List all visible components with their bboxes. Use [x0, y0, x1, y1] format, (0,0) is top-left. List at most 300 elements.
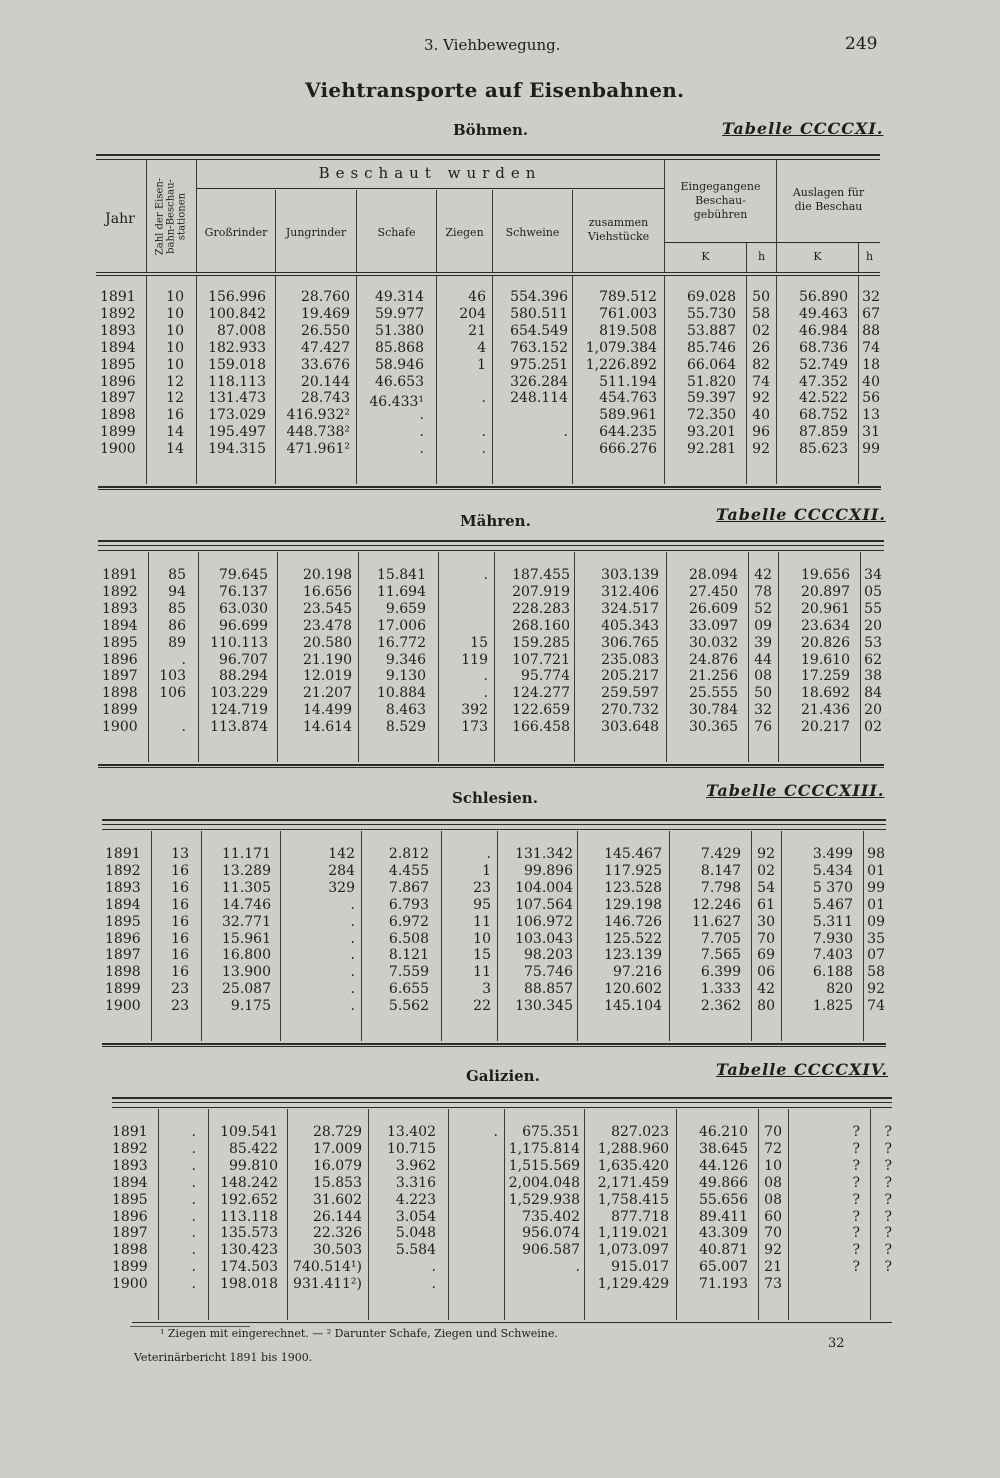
- cell-aus-k: ?: [852, 1174, 860, 1191]
- cell-years: 1900: [102, 719, 138, 736]
- cell-geb-h: 08: [764, 1191, 782, 1208]
- cell-years: 1896: [100, 373, 136, 390]
- cell-geb-k: 11.627: [692, 913, 741, 930]
- table-label-cccxiii: Tabelle CCCCXIII.: [706, 781, 885, 800]
- cell-aus-h: ?: [884, 1242, 892, 1259]
- cell-geb-h: 09: [754, 617, 772, 634]
- cell-grossrinder: 103.229: [210, 685, 268, 702]
- table-bottom-rule: [98, 486, 881, 488]
- cell-jungrinder: 448.738²: [286, 424, 350, 441]
- cell-schafe: 16.772: [377, 634, 426, 651]
- table-top-rule: [98, 550, 884, 551]
- cell-stationen: 12: [166, 390, 184, 407]
- cell-ziegen: 15: [473, 947, 491, 964]
- column-divider: [356, 276, 357, 484]
- cell-years: 1897: [100, 390, 136, 407]
- cell-geb-k: 49.866: [699, 1174, 748, 1191]
- cell-geb-k: 93.201: [687, 424, 736, 441]
- cell-stationen: .: [181, 719, 186, 736]
- cell-geb-h: 92: [764, 1242, 782, 1259]
- cell-schafe: 51.380: [375, 322, 424, 339]
- cell-geb-h: 50: [754, 685, 772, 702]
- cell-geb-h: 42: [757, 981, 775, 998]
- cell-aus-h: 62: [864, 651, 882, 668]
- cell-aus-k: ?: [852, 1242, 860, 1259]
- column-divider: [358, 552, 359, 762]
- cell-years: 1897: [112, 1225, 148, 1242]
- cell-zusammen: 1,119.021: [597, 1225, 669, 1242]
- cell-geb-k: 51.820: [687, 373, 736, 390]
- cell-grossrinder: 192.652: [220, 1191, 278, 1208]
- cell-schweine: 1,175.814: [508, 1140, 580, 1157]
- cell-geb-k: 8.147: [700, 862, 741, 879]
- cell-jungrinder: .: [350, 896, 355, 913]
- cell-schafe: 3.316: [395, 1174, 436, 1191]
- column-divider: [497, 831, 498, 1041]
- table-bottom-rule: [132, 1322, 892, 1323]
- cell-zusammen: 117.925: [604, 862, 662, 879]
- cell-jungrinder: 284: [328, 862, 355, 879]
- cell-schafe: 8.121: [388, 947, 429, 964]
- cell-jungrinder: 28.743: [301, 390, 350, 407]
- cell-aus-k: 56.890: [799, 289, 848, 305]
- cell-years: 1892: [105, 862, 141, 879]
- cell-grossrinder: 124.719: [210, 702, 268, 719]
- table-bottom-rule: [102, 1046, 886, 1047]
- cell-stationen: 14: [166, 424, 184, 441]
- cell-geb-h: 70: [764, 1225, 782, 1242]
- cell-geb-k: 55.730: [687, 305, 736, 322]
- cell-geb-k: 72.350: [687, 407, 736, 424]
- cell-aus-k: 5.467: [812, 896, 853, 913]
- cell-aus-h: 40: [862, 373, 880, 390]
- cell-aus-h: 92: [867, 981, 885, 998]
- cell-years: 1898: [100, 407, 136, 424]
- column-divider: [788, 1109, 789, 1320]
- table-top-rule: [102, 824, 886, 825]
- cell-years: 1899: [100, 424, 136, 441]
- table-top-rule: [98, 545, 884, 546]
- table-bottom-rule: [98, 767, 884, 768]
- cell-aus-h: 07: [867, 947, 885, 964]
- header-bottom-rule: [96, 275, 880, 276]
- cell-jungrinder: .: [350, 998, 355, 1015]
- cell-grossrinder: 9.175: [230, 998, 271, 1015]
- cell-years: 1899: [105, 981, 141, 998]
- cell-grossrinder: 131.473: [208, 390, 266, 407]
- cell-years: 1895: [112, 1191, 148, 1208]
- cell-grossrinder: 15.961: [222, 930, 271, 947]
- cell-schafe: .: [419, 407, 424, 424]
- cell-schafe: .: [431, 1276, 436, 1293]
- cell-grossrinder: 25.087: [222, 981, 271, 998]
- cell-aus-h: ?: [884, 1157, 892, 1174]
- column-divider: [758, 1109, 759, 1320]
- cell-schafe: 58.946: [375, 356, 424, 373]
- cell-grossrinder: 96.707: [219, 651, 268, 668]
- cell-ziegen: 15: [470, 634, 488, 651]
- cell-schafe: .: [419, 441, 424, 458]
- cell-geb-k: 12.246: [692, 896, 741, 913]
- cell-stationen: 10: [166, 305, 184, 322]
- cell-stationen: .: [191, 1225, 196, 1242]
- table-top-rule: [102, 829, 886, 830]
- column-divider: [368, 1109, 369, 1320]
- cell-stationen: 16: [171, 947, 189, 964]
- cell-schweine: 124.277: [512, 685, 570, 702]
- header-gebuehren: [665, 180, 776, 222]
- cell-zusammen: 125.522: [604, 930, 662, 947]
- cell-years: 1900: [100, 441, 136, 458]
- cell-geb-k: 46.210: [699, 1124, 748, 1140]
- cell-schweine: 75.746: [524, 964, 573, 981]
- cell-aus-k: 87.859: [799, 424, 848, 441]
- cell-schweine: 763.152: [510, 339, 568, 356]
- cell-schweine: 159.285: [512, 634, 570, 651]
- cell-years: 1891: [112, 1124, 148, 1140]
- cell-schweine: 228.283: [512, 600, 570, 617]
- cell-schafe: 9.346: [385, 651, 426, 668]
- cell-schweine: 1,529.938: [508, 1191, 580, 1208]
- cell-jungrinder: 416.932²: [286, 407, 350, 424]
- cell-stationen: 14: [166, 441, 184, 458]
- cell-jungrinder: 19.469: [301, 305, 350, 322]
- header-zusammen-line1: zusammen: [588, 216, 649, 229]
- cell-geb-h: 82: [752, 356, 770, 373]
- cell-geb-k: 6.399: [700, 964, 741, 981]
- cell-aus-k: 820: [826, 981, 853, 998]
- cell-zusammen: 324.517: [601, 600, 659, 617]
- header-grossrinder: Großrinder: [204, 226, 268, 239]
- cell-geb-h: 58: [752, 305, 770, 322]
- cell-geb-k: 53.887: [687, 322, 736, 339]
- cell-jungrinder: 329: [328, 879, 355, 896]
- cell-zusammen: 1,129.429: [597, 1276, 669, 1293]
- cell-ziegen: 1: [477, 356, 486, 373]
- table-bottom-rule: [98, 764, 884, 766]
- cell-zusammen: 761.003: [599, 305, 657, 322]
- cell-zusammen: 146.726: [604, 913, 662, 930]
- cell-stationen: .: [191, 1276, 196, 1293]
- cell-aus-h: 74: [867, 998, 885, 1015]
- cell-stationen: .: [191, 1242, 196, 1259]
- cell-zusammen: 589.961: [599, 407, 657, 424]
- cell-stationen: 23: [171, 981, 189, 998]
- cell-ziegen: 10: [473, 930, 491, 947]
- header-vline: [146, 160, 147, 272]
- cell-jungrinder: 142: [328, 846, 355, 862]
- column-divider: [361, 831, 362, 1041]
- cell-stationen: 10: [166, 289, 184, 305]
- cell-schafe: 13.402: [387, 1124, 436, 1140]
- cell-jungrinder: 28.729: [313, 1124, 362, 1140]
- cell-grossrinder: 198.018: [220, 1276, 278, 1293]
- cell-jungrinder: 16.079: [313, 1157, 362, 1174]
- cell-geb-k: 30.365: [689, 719, 738, 736]
- cell-stationen: .: [191, 1124, 196, 1140]
- cell-schweine: 554.396: [510, 289, 568, 305]
- header-zusammen-line2: Viehstücke: [587, 230, 650, 243]
- cell-geb-h: 32: [754, 702, 772, 719]
- cell-geb-h: 02: [752, 322, 770, 339]
- cell-schafe: 3.054: [395, 1208, 436, 1225]
- cell-geb-k: 65.007: [699, 1259, 748, 1276]
- cell-aus-h: 67: [862, 305, 880, 322]
- cell-schweine: 2,004.048: [508, 1174, 580, 1191]
- cell-zusammen: 306.765: [601, 634, 659, 651]
- header-stationen-line2: bahn-Beschau-: [165, 179, 177, 254]
- cell-grossrinder: 148.242: [220, 1174, 278, 1191]
- cell-geb-h: 78: [754, 583, 772, 600]
- cell-ziegen: 21: [468, 322, 486, 339]
- header-auslagen-line2: die Beschau: [794, 200, 863, 213]
- cell-schweine: 103.043: [515, 930, 573, 947]
- header-aus-k: K: [813, 250, 822, 263]
- footnote: ¹ Ziegen mit eingerechnet. — ² Darunter Schafe, Ziegen und Schweine.: [160, 1327, 558, 1340]
- cell-zusammen: 123.139: [604, 947, 662, 964]
- cell-years: 1899: [112, 1259, 148, 1276]
- cell-schafe: .: [419, 424, 424, 441]
- header-schweine: Schweine: [505, 226, 560, 239]
- cell-aus-k: ?: [852, 1225, 860, 1242]
- cell-schweine: 131.342: [515, 846, 573, 862]
- cell-grossrinder: 156.996: [208, 289, 266, 305]
- cell-schweine: 122.659: [512, 702, 570, 719]
- cell-jungrinder: 21.190: [303, 651, 352, 668]
- cell-jungrinder: 28.760: [301, 289, 350, 305]
- cell-stationen: 16: [171, 930, 189, 947]
- cell-aus-h: 32: [862, 289, 880, 305]
- column-divider: [151, 831, 152, 1041]
- cell-years: 1897: [105, 947, 141, 964]
- cell-jungrinder: 20.580: [303, 634, 352, 651]
- cell-years: 1899: [102, 702, 138, 719]
- cell-grossrinder: 100.842: [208, 305, 266, 322]
- cell-zusammen: 259.597: [601, 685, 659, 702]
- cell-geb-h: 50: [752, 289, 770, 305]
- header-gebuehren-line2: Beschau-: [695, 194, 746, 207]
- cell-schweine: 187.455: [512, 567, 570, 583]
- cell-geb-h: 30: [757, 913, 775, 930]
- cell-years: 1900: [112, 1276, 148, 1293]
- running-head: 3. Viehbewegung.: [424, 36, 561, 54]
- cell-jungrinder: .: [350, 947, 355, 964]
- cell-stationen: 23: [171, 998, 189, 1015]
- cell-schweine: 104.004: [515, 879, 573, 896]
- cell-zusammen: 129.198: [604, 896, 662, 913]
- cell-aus-h: 20: [864, 617, 882, 634]
- cell-jungrinder: 16.656: [303, 583, 352, 600]
- cell-zusammen: 123.528: [604, 879, 662, 896]
- cell-stationen: 10: [166, 356, 184, 373]
- cell-aus-k: 7.403: [812, 947, 853, 964]
- column-divider: [669, 831, 670, 1041]
- column-divider: [574, 552, 575, 762]
- cell-aus-h: 13: [862, 407, 880, 424]
- cell-schweine: 88.857: [524, 981, 573, 998]
- cell-schweine: 98.203: [524, 947, 573, 964]
- cell-geb-k: 71.193: [699, 1276, 748, 1293]
- column-divider: [148, 552, 149, 762]
- cell-ziegen: .: [486, 846, 491, 862]
- header-auslagen-line1: Auslagen für: [792, 186, 865, 199]
- cell-jungrinder: .: [350, 913, 355, 930]
- cell-aus-k: 85.623: [799, 441, 848, 458]
- cell-schweine: .: [575, 1259, 580, 1276]
- cell-aus-k: 47.352: [799, 373, 848, 390]
- column-divider: [201, 831, 202, 1041]
- table-top-rule: [98, 540, 884, 542]
- cell-years: 1894: [112, 1174, 148, 1191]
- cell-years: 1893: [102, 600, 138, 617]
- cell-years: 1894: [105, 896, 141, 913]
- column-divider: [504, 1109, 505, 1320]
- table-label-cccxi: Tabelle CCCCXI.: [722, 119, 884, 138]
- cell-jungrinder: 15.853: [313, 1174, 362, 1191]
- cell-geb-h: 52: [754, 600, 772, 617]
- cell-grossrinder: 85.422: [229, 1140, 278, 1157]
- cell-aus-k: ?: [852, 1140, 860, 1157]
- cell-geb-k: 21.256: [689, 668, 738, 685]
- cell-schafe: 85.868: [375, 339, 424, 356]
- cell-zusammen: 1,635.420: [597, 1157, 669, 1174]
- cell-geb-k: 24.876: [689, 651, 738, 668]
- cell-schweine: 326.284: [510, 373, 568, 390]
- cell-ziegen: 22: [473, 998, 491, 1015]
- cell-years: 1896: [105, 930, 141, 947]
- cell-grossrinder: 159.018: [208, 356, 266, 373]
- cell-jungrinder: 47.427: [301, 339, 350, 356]
- table-top-rule: [112, 1102, 892, 1103]
- cell-aus-k: 23.634: [801, 617, 850, 634]
- cell-ziegen: .: [483, 685, 488, 702]
- cell-geb-h: 96: [752, 424, 770, 441]
- cell-jungrinder: 31.602: [313, 1191, 362, 1208]
- table-top-rule: [112, 1107, 892, 1108]
- cell-schafe: 6.793: [388, 896, 429, 913]
- cell-stationen: 106: [159, 685, 186, 702]
- cell-aus-k: 19.656: [801, 567, 850, 583]
- cell-grossrinder: 11.305: [222, 879, 271, 896]
- cell-aus-k: 68.736: [799, 339, 848, 356]
- cell-geb-k: 69.028: [687, 289, 736, 305]
- cell-ziegen: 204: [459, 305, 486, 322]
- cell-years: 1896: [112, 1208, 148, 1225]
- cell-ziegen: 392: [461, 702, 488, 719]
- column-divider: [494, 552, 495, 762]
- table-label-cccxii: Tabelle CCCCXII.: [716, 505, 886, 524]
- column-divider: [748, 552, 749, 762]
- cell-jungrinder: 20.144: [301, 373, 350, 390]
- column-divider: [146, 276, 147, 484]
- cell-aus-k: ?: [852, 1191, 860, 1208]
- cell-grossrinder: 118.113: [208, 373, 266, 390]
- cell-years: 1892: [112, 1140, 148, 1157]
- cell-geb-k: 26.609: [689, 600, 738, 617]
- cell-geb-k: 43.309: [699, 1225, 748, 1242]
- cell-aus-k: 19.610: [801, 651, 850, 668]
- cell-geb-h: 61: [757, 896, 775, 913]
- header-vline: [196, 160, 197, 272]
- cell-aus-h: 55: [864, 600, 882, 617]
- cell-stationen: 13: [171, 846, 189, 862]
- cell-schafe: 11.694: [377, 583, 426, 600]
- cell-zusammen: 877.718: [611, 1208, 669, 1225]
- cell-geb-k: 1.333: [700, 981, 741, 998]
- cell-years: 1893: [112, 1157, 148, 1174]
- header-stationen: [155, 167, 188, 267]
- cell-stationen: .: [191, 1157, 196, 1174]
- cell-schweine: 654.549: [510, 322, 568, 339]
- section-title-galizien: Galizien.: [466, 1067, 540, 1085]
- cell-geb-k: 7.565: [700, 947, 741, 964]
- cell-grossrinder: 99.810: [229, 1157, 278, 1174]
- cell-geb-h: 02: [757, 862, 775, 879]
- cell-years: 1895: [105, 913, 141, 930]
- header-gebuehren-line1: Eingegangene: [680, 180, 761, 193]
- cell-aus-h: 38: [864, 668, 882, 685]
- cell-zusammen: 405.343: [601, 617, 659, 634]
- cell-stationen: 10: [166, 322, 184, 339]
- column-divider: [577, 831, 578, 1041]
- cell-schweine: 735.402: [522, 1208, 580, 1225]
- cell-aus-k: 20.897: [801, 583, 850, 600]
- cell-geb-k: 44.126: [699, 1157, 748, 1174]
- cell-zusammen: 915.017: [611, 1259, 669, 1276]
- cell-zusammen: 454.763: [599, 390, 657, 407]
- column-divider: [448, 1109, 449, 1320]
- cell-schweine: 248.114: [510, 390, 568, 407]
- cell-ziegen: .: [481, 390, 486, 407]
- cell-aus-h: 99: [862, 441, 880, 458]
- cell-geb-h: 08: [754, 668, 772, 685]
- column-divider: [746, 276, 747, 484]
- cell-jungrinder: 740.514¹): [293, 1259, 362, 1276]
- cell-years: 1898: [102, 685, 138, 702]
- cell-geb-h: 54: [757, 879, 775, 896]
- column-divider: [781, 831, 782, 1041]
- cell-geb-h: 70: [757, 930, 775, 947]
- cell-aus-h: 20: [864, 702, 882, 719]
- table-top-rule: [96, 154, 880, 156]
- cell-geb-k: 30.032: [689, 634, 738, 651]
- cell-stationen: 89: [168, 634, 186, 651]
- cell-ziegen: 119: [461, 651, 488, 668]
- cell-grossrinder: 96.699: [219, 617, 268, 634]
- cell-schafe: 3.962: [395, 1157, 436, 1174]
- cell-schafe: 5.048: [395, 1225, 436, 1242]
- column-divider: [776, 276, 777, 484]
- cell-zusammen: 97.216: [613, 964, 662, 981]
- cell-years: 1891: [100, 289, 136, 305]
- cell-schweine: 975.251: [510, 356, 568, 373]
- cell-geb-h: 42: [754, 567, 772, 583]
- cell-schweine: 580.511: [510, 305, 568, 322]
- cell-aus-k: 18.692: [801, 685, 850, 702]
- cell-zusammen: 644.235: [599, 424, 657, 441]
- cell-aus-h: ?: [884, 1174, 892, 1191]
- cell-ziegen: .: [481, 441, 486, 458]
- cell-schafe: 5.562: [388, 998, 429, 1015]
- cell-grossrinder: 113.118: [220, 1208, 278, 1225]
- section-title-boehmen: Böhmen.: [453, 121, 529, 139]
- cell-years: 1893: [100, 322, 136, 339]
- cell-geb-k: 33.097: [689, 617, 738, 634]
- header-aus-h: h: [865, 250, 874, 263]
- table-label-cccxiv: Tabelle CCCCXIV.: [716, 1060, 889, 1079]
- column-divider: [676, 1109, 677, 1320]
- cell-stationen: 94: [168, 583, 186, 600]
